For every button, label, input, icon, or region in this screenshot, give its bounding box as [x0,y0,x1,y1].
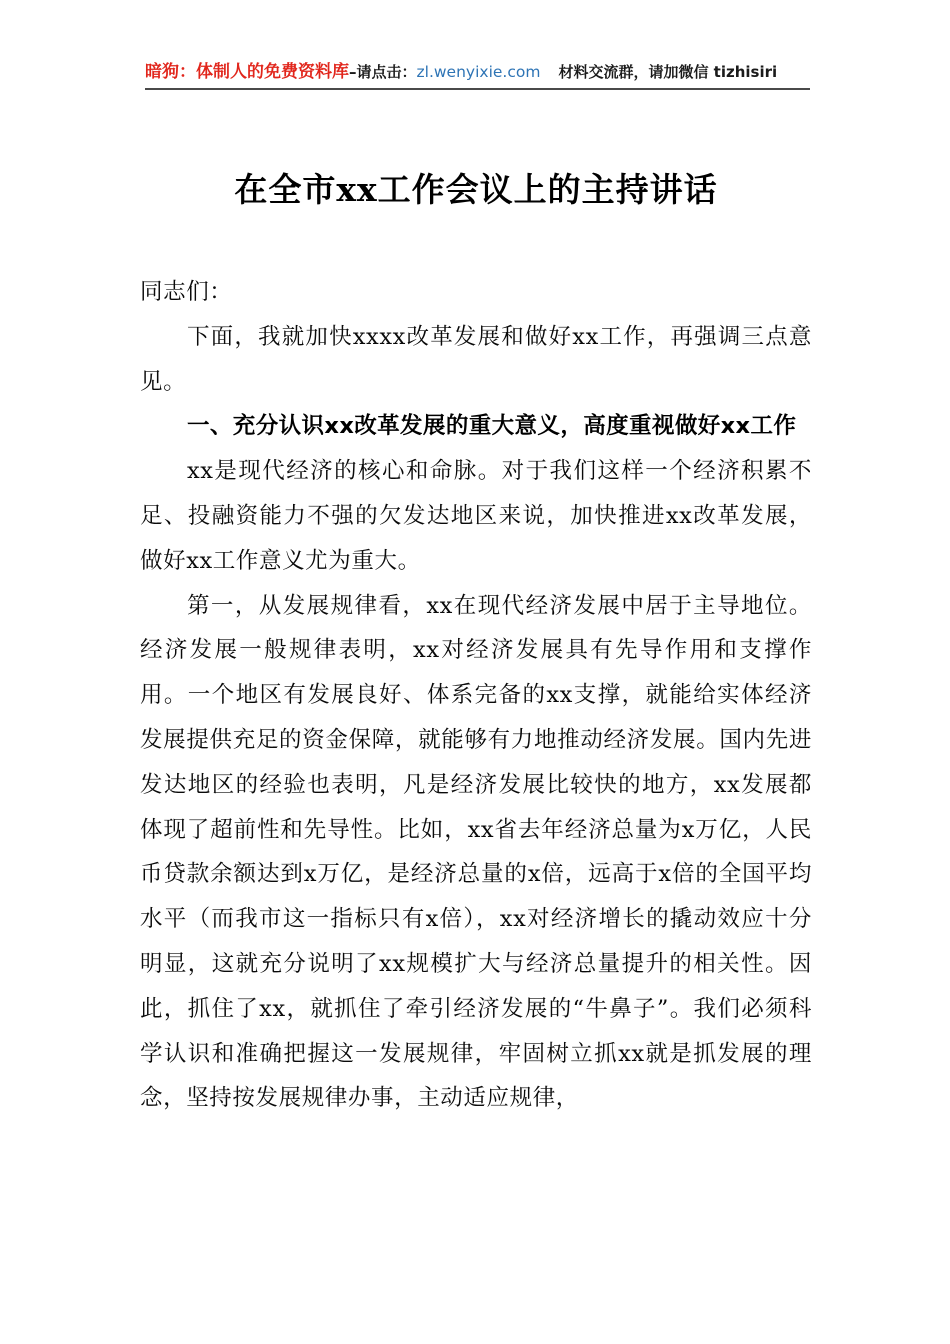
section-heading-one: 一、充分认识xx改革发展的重大意义，高度重视做好xx工作 [187,413,797,440]
salutation-paragraph: 同志们： [140,279,233,305]
document-body [140,160,812,1121]
body-paragraph-2: 第一，从发展规律看，xx在现代经济发展中居于主导地位。经济发展一般规律表明，xx对经济发展具有先导作用和支撑作用。一个地区有发展良好、体系完备的xx支撑，就能给实体经济发展提供充足的资金保障，就能够有力地推动经济发展。国内先进发达地区的经验也表明，凡是经济发展比较快的地方，xx发展都体现了超前性和先导性。比如，xx省去年经济总量为x万亿，人民币贷款余额达到x万亿，是经济总量的x倍，远高于x倍的全国平均水平（而我市这一指标只有x倍），xx对经济增长的撬动效应十分明显，这就充分说明了xx规模扩大与经济总量提升的相关性。因此，抓住了xx，就抓住了牵引经济发展的“牛鼻子”。我们必须科学认识和准确把握这一发展规律，牢固树立抓xx就是抓发展的理念，坚持按发展规律办事，主动适应规律， [140,592,812,1112]
promo-website-link[interactable]: zl.wenyixie.com [416,63,541,81]
promo-header-banner [145,58,810,90]
promo-contact-text: 材料交流群，请加微信 tizhisiri [558,63,778,81]
title-spacer [140,214,812,270]
body-paragraph-1: xx是现代经济的核心和命脉。对于我们这样一个经济积累不足、投融资能力不强的欠发达地区来说，加快推进xx改革发展，做好xx工作意义尤为重大。 [140,458,812,574]
document-title: 在全市xx工作会议上的主持讲话 [234,170,718,209]
promo-brand-text: 暗狗：体制人的免费资料库 [145,62,349,82]
intro-paragraph: 下面，我就加快xxxx改革发展和做好xx工作，再强调三点意见。 [140,323,812,395]
promo-cta-text: –请点击： [349,63,417,81]
